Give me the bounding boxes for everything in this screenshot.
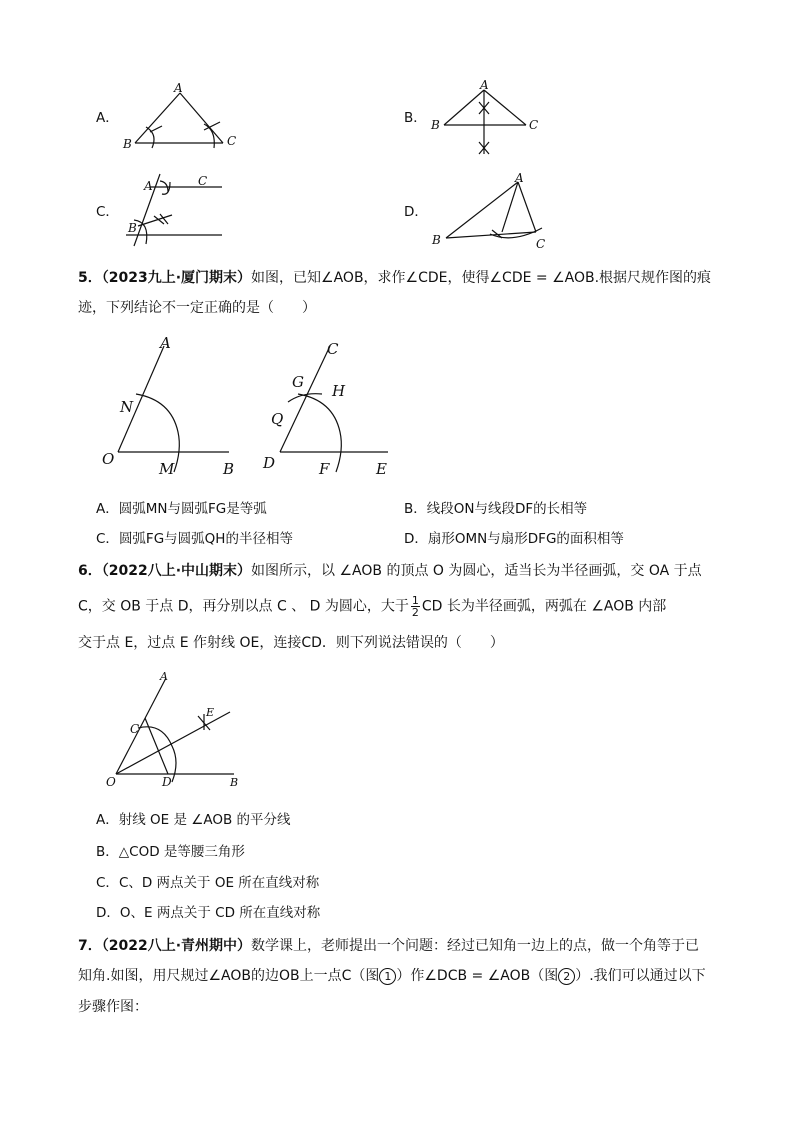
- q4-option-b-letter: B．: [404, 110, 427, 126]
- q7-text-2a: 知角.如图，用尺规过∠AOB的边OB上一点C（图: [78, 968, 380, 984]
- q7-text-1: 数学课上，老师提出一个问题：经过已知角一边上的点，做一个角等于已: [251, 938, 700, 954]
- q6-option-b-letter: B．: [96, 844, 119, 860]
- q6-line-2: [78, 595, 666, 618]
- q5f1-label-m: M: [159, 460, 175, 478]
- q5-text-1: 如图，已知∠AOB，求作∠CDE，使得∠CDE = ∠AOB.根据尺规作图的痕: [251, 270, 712, 286]
- q5-line-1: [78, 268, 711, 288]
- q4c-label-a: A: [144, 179, 153, 193]
- q7-source: （2022八上·青州期中）: [101, 938, 252, 954]
- q4-figure-d: [430, 170, 555, 252]
- q4-option-d-letter: D．: [404, 204, 428, 220]
- q7-circled-2: 2: [558, 968, 575, 985]
- q5f1-label-a: A: [160, 334, 171, 352]
- q5-option-a[interactable]: [96, 499, 267, 519]
- q6-fraction: [411, 595, 420, 618]
- q6-figure: [100, 670, 260, 795]
- q5-option-a-letter: A．: [96, 501, 119, 517]
- q4-figure-a: [120, 82, 250, 157]
- q5-line-2: 迹，下列结论不一定正确的是（ ）: [78, 300, 316, 316]
- q4b-label-a: A: [480, 78, 489, 92]
- q5f2-label-e: E: [376, 460, 387, 478]
- q6-option-b-text: △COD 是等腰三角形: [118, 844, 245, 860]
- q4c-label-b: B: [128, 221, 137, 235]
- q4a-label-b: B: [123, 137, 132, 151]
- q4-figure-c: [120, 168, 230, 248]
- q7-line-3: 步骤作图：: [78, 999, 148, 1015]
- q6-option-a[interactable]: [96, 810, 291, 830]
- q6-source: （2022八上·中山期末）: [101, 563, 252, 579]
- q5f1-label-b: B: [223, 460, 235, 478]
- q5-option-c-letter: C．: [96, 531, 119, 547]
- q4d-label-c: C: [536, 237, 546, 251]
- q6-number: 6．: [78, 563, 102, 579]
- q6-option-d-letter: D．: [96, 905, 120, 921]
- q6-option-b[interactable]: [96, 842, 245, 862]
- q5-option-a-text: 圆弧MN与圆弧FG是等弧: [118, 501, 267, 517]
- q5-option-d[interactable]: [404, 529, 624, 549]
- q7-text-2b: ）作∠DCB = ∠AOB（图: [396, 968, 559, 984]
- q5f1-label-n: N: [120, 398, 134, 416]
- q6-text-1: 如图所示，以 ∠AOB 的顶点 O 为圆心，适当长为半径画弧，交 OA 于点: [251, 563, 702, 579]
- q6f-label-o: O: [106, 775, 116, 789]
- q5f1-label-o: O: [102, 450, 115, 468]
- q7-circled-1: 1: [379, 968, 396, 985]
- q6-frac-num: 1: [411, 594, 419, 607]
- q6-option-c[interactable]: [96, 873, 319, 893]
- q7-text-2c: ）.我们可以通过以下: [575, 968, 706, 984]
- q6f-label-c: C: [130, 722, 140, 736]
- q6-text-2a: C，交 OB 于点 D，再分别以点 C 、 D 为圆心，大于: [78, 598, 409, 615]
- q4b-label-c: C: [529, 118, 539, 132]
- q6f-label-b: B: [230, 776, 239, 789]
- q6-option-c-text: C、D 两点关于 OE 所在直线对称: [118, 875, 320, 891]
- q7-number: 7．: [78, 938, 102, 954]
- q4d-label-a: A: [515, 171, 524, 185]
- q7-line-2: [78, 966, 706, 986]
- q5-option-b[interactable]: [404, 499, 587, 519]
- q5-option-c[interactable]: [96, 529, 293, 549]
- q4-option-a-letter: A．: [96, 110, 119, 126]
- q5f2-label-g: G: [292, 373, 304, 391]
- q5f2-label-q: Q: [271, 410, 284, 428]
- q6-option-d[interactable]: [96, 903, 320, 923]
- q5-option-c-text: 圆弧FG与圆弧QH的半径相等: [118, 531, 293, 547]
- q5f2-label-c: C: [327, 340, 339, 358]
- q4c-label-c: C: [198, 174, 208, 188]
- q5-option-d-text: 扇形OMN与扇形DFG的面积相等: [427, 531, 624, 547]
- q4d-label-b: B: [432, 233, 441, 247]
- q5f2-label-h: H: [332, 382, 346, 400]
- q6f-label-d: D: [162, 775, 172, 789]
- q7-line-1: [78, 936, 699, 956]
- q6-option-d-text: O、E 两点关于 CD 所在直线对称: [119, 905, 321, 921]
- q6-line-3: 交于点 E，过点 E 作射线 OE，连接CD．则下列说法错误的（ ）: [78, 635, 504, 651]
- q5f2-label-d: D: [263, 454, 276, 472]
- q6f-label-e: E: [206, 706, 215, 719]
- q5-figure-1: [96, 332, 246, 477]
- q4b-label-b: B: [431, 118, 440, 132]
- q5-source: （2023九上·厦门期末）: [101, 270, 252, 286]
- q4a-label-a: A: [174, 81, 183, 95]
- q5-figure-2: [258, 332, 408, 477]
- q4-option-c-letter: C．: [96, 204, 119, 220]
- q6-option-c-letter: C．: [96, 875, 119, 891]
- q6f-label-a: A: [160, 670, 168, 683]
- q6-option-a-text: 射线 OE 是 ∠AOB 的平分线: [118, 812, 291, 828]
- q5-option-b-text: 线段ON与线段DF的长相等: [426, 501, 588, 517]
- q6-option-a-letter: A．: [96, 812, 119, 828]
- q4-figure-b: [428, 80, 548, 156]
- q6-line-1: [78, 561, 702, 581]
- q5-option-b-letter: B．: [404, 501, 427, 517]
- q5-option-d-letter: D．: [404, 531, 428, 547]
- q4a-label-c: C: [227, 134, 237, 148]
- q6-text-2b: CD 长为半径画弧，两弧在 ∠AOB 内部: [421, 598, 667, 615]
- q5f2-label-f: F: [319, 460, 330, 478]
- q6-frac-den: 2: [411, 606, 419, 619]
- q5-number: 5．: [78, 270, 102, 286]
